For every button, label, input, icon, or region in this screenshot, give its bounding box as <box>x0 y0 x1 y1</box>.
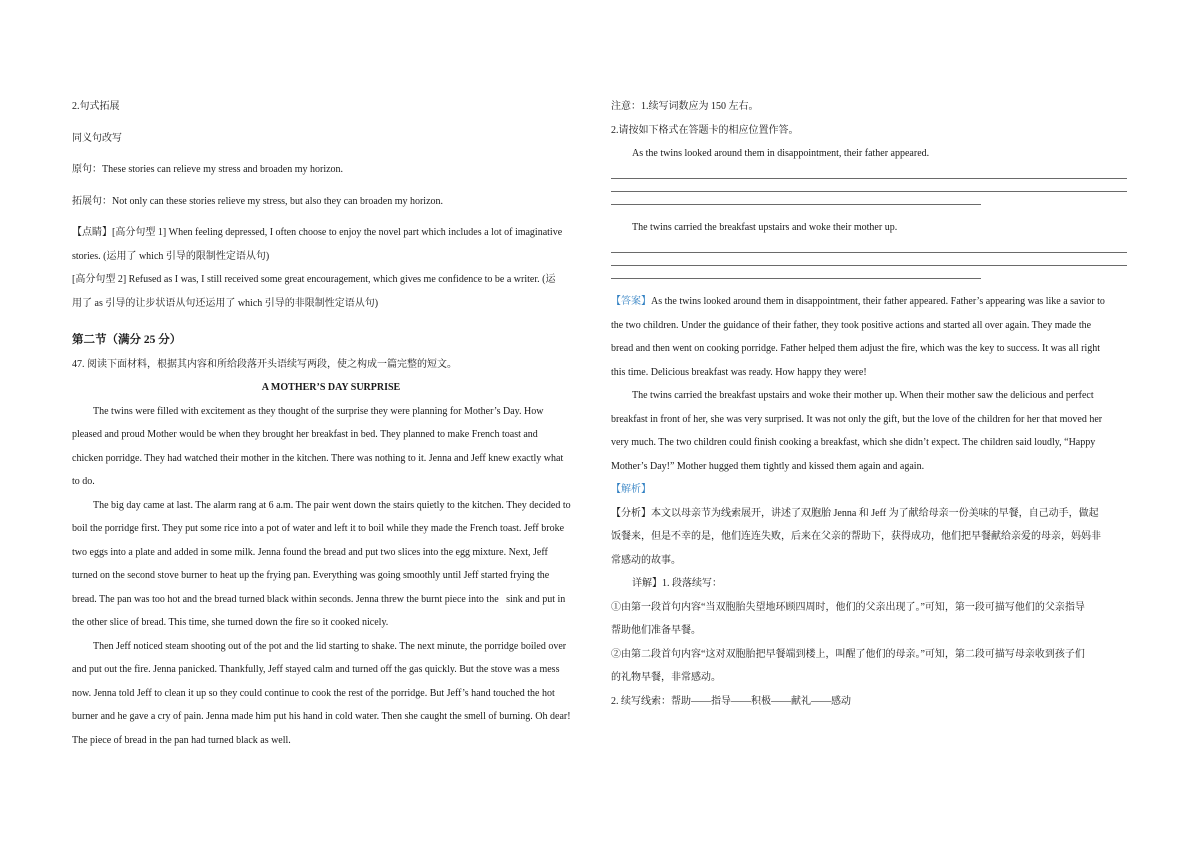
section-title: 第二节（满分 25 分） <box>72 334 182 346</box>
writing-clues: 2. 续写线索：帮助——指导——积极——献礼——感动 <box>611 695 851 707</box>
tip-line: 用了 as 引导的让步状语从句还运用了 which 引导的非限制性定语从句) <box>72 297 379 309</box>
text-line: two eggs into a plate and added in some milk. Jenna found the bread and put two slices into the egg mixture. Next, Jeff <box>72 546 548 558</box>
text-line: and put out the fire. Jenna panicked. Thankfully, Jeff stayed calm and turned off the gas quickly. But the stove was a mess <box>72 664 560 675</box>
question-text: 47. 阅读下面材料，根据其内容和所给段落开头语续写两段，使之构成一篇完整的短文。 <box>72 358 457 370</box>
analysis-paragraph <box>611 502 1127 573</box>
answer-paragraph-1 <box>611 290 1127 384</box>
left-column <box>72 95 590 752</box>
text-line: the two children. Under the guidance of their father, they took positive actions and started all over again. They made the <box>611 319 1092 331</box>
story-paragraph-3 <box>72 635 590 753</box>
note-format: 2.请按如下格式在答题卡的相应位置作答。 <box>611 124 799 136</box>
answer-paragraph-2 <box>611 384 1127 478</box>
text-line: 帮助他们准备早餐。 <box>611 625 701 636</box>
text-line: the other slice of bread. This time, she turned down the fire so it cooked nicely. <box>72 617 389 628</box>
text-line: Then Jeff noticed steam shooting out of the pot and the lid starting to shake. The next minute, the porridge boiled over <box>93 640 567 652</box>
extended-sentence: 拓展句：Not only can these stories relieve my stress, but also they can broaden my horizon. <box>72 195 444 207</box>
answer-blank-line <box>611 191 1127 192</box>
text-line: pleased and proud Mother would be when they brought her breakfast in bed. They planned to make French toast and <box>72 429 538 440</box>
answer-blank-line <box>611 265 1127 266</box>
text-line: this time. Delicious breakfast was ready. How happy they were! <box>611 366 867 378</box>
story-paragraph-2 <box>72 494 590 635</box>
text-line: 饭餐来，但是不幸的是，他们连连失败，后来在父亲的帮助下，获得成功，他们把早餐献给亲爱的母亲，妈妈非 <box>611 531 1101 542</box>
text-line: The twins carried the breakfast upstairs and woke their mother up. When their mother saw the delicious and perfect <box>632 390 1094 401</box>
text-line: boil the porridge first. They put some rice into a pot of water and left it to boil while they made the French toast. Jeff broke <box>72 523 565 534</box>
text-line: 【分析】本文以母亲节为线索展开，讲述了双胞胎 Jenna 和 Jeff 为了献给母亲一份美味的早餐，自己动手，做起 <box>611 507 1099 519</box>
answer-blank-line <box>611 204 981 205</box>
text-line: burner and he gave a cry of pain. Jenna made him put his hand in cold water. Then she caught the smell of burning. Oh dear! <box>72 711 571 722</box>
text-line: Mother’s Day!” Mother hugged them tightly and kissed them again and again. <box>611 460 925 472</box>
text-line: now. Jenna told Jeff to clean it up so they could continue to cook the rest of the porridge. But Jeff’s hand touched the hot <box>72 687 555 699</box>
story-paragraph-1 <box>72 400 590 494</box>
text-line: breakfast in front of her, she was very surprised. It was not only the gift, but the love of the children for her that moved her <box>611 413 1103 425</box>
tip-line: 【点睛】[高分句型 1] When feeling depressed, I often choose to enjoy the novel part which includes a lot of imaginative <box>72 227 563 238</box>
detail-title: 详解】1. 段落续写： <box>632 578 722 589</box>
text-line: 【答案】As the twins looked around them in disappointment, their father appeared. Father’s appearing was like a savior to <box>611 296 1105 307</box>
subheading-synonym: 同义句改写 <box>72 132 122 144</box>
text-line: chicken porridge. They had watched their mother in the kitchen. There was nothing to it. Jenna and Jeff knew exactly what <box>72 452 564 464</box>
text-line: 常感动的故事。 <box>611 554 681 566</box>
answer-blank-line <box>611 252 1127 253</box>
answer-blank-line <box>611 278 981 279</box>
answer-tag: 【答案】 <box>611 296 651 307</box>
note-word-count: 注意：1.续写词数应为 150 左右。 <box>611 101 759 112</box>
tip-line: stories. (运用了 which 引导的限制性定语从句) <box>72 250 270 262</box>
prompt-paragraph-2: The twins carried the breakfast upstairs and woke their mother up. <box>632 222 898 233</box>
detail-point-2 <box>611 643 1127 690</box>
subheading-sentence-expansion: 2.句式拓展 <box>72 101 120 112</box>
text-line: The big day came at last. The alarm rang at 6 a.m. The pair went down the stairs quietly to the kitchen. They decided to <box>93 499 571 511</box>
text-line: turned on the second stove burner to heat up the frying pan. Everything was going smoothly until Jeff started frying the <box>72 570 550 581</box>
prompt-paragraph-1: As the twins looked around them in disappointment, their father appeared. <box>632 148 930 159</box>
text-line: bread and then went on cooking porridge. Father helped them adjust the fire, which was the key to success. It was all right <box>611 343 1101 354</box>
right-column <box>611 95 1127 713</box>
answer-blank-line <box>611 178 1127 179</box>
text-line: 的礼物早餐，非常感动。 <box>611 672 721 683</box>
analysis-tag: 【解析】 <box>611 484 651 495</box>
detail-point-1 <box>611 596 1127 643</box>
tip-line: [高分句型 2] Refused as I was, I still received some great encouragement, which gives me confidence to be a writer. (运 <box>72 274 556 285</box>
story-title: A MOTHER’S DAY SURPRISE <box>261 382 401 393</box>
text-line: very much. The two children could finish cooking a breakfast, which she didn’t expect. The children said loudly, “Happy <box>611 437 1096 448</box>
text-line: The twins were filled with excitement as they thought of the surprise they were planning for Mother’s Day. How <box>93 405 544 417</box>
original-sentence: 原句：These stories can relieve my stress and broaden my horizon. <box>72 164 344 175</box>
text-line: The piece of bread in the pan had turned black as well. <box>72 734 291 746</box>
text-line: bread. The pan was too hot and the bread turned black within seconds. Jenna threw the burnt piece into the sink and put in <box>72 593 566 605</box>
text-line: ①由第一段首句内容“当双胞胎失望地环顾四周时，他们的父亲出现了。”可知，第一段可描写他们的父亲指导 <box>611 601 1085 613</box>
text-line: ②由第二段首句内容“这对双胞胎把早餐端到楼上，叫醒了他们的母亲。”可知，第二段可描写母亲收到孩子们 <box>611 648 1085 660</box>
text-line: to do. <box>72 476 95 487</box>
